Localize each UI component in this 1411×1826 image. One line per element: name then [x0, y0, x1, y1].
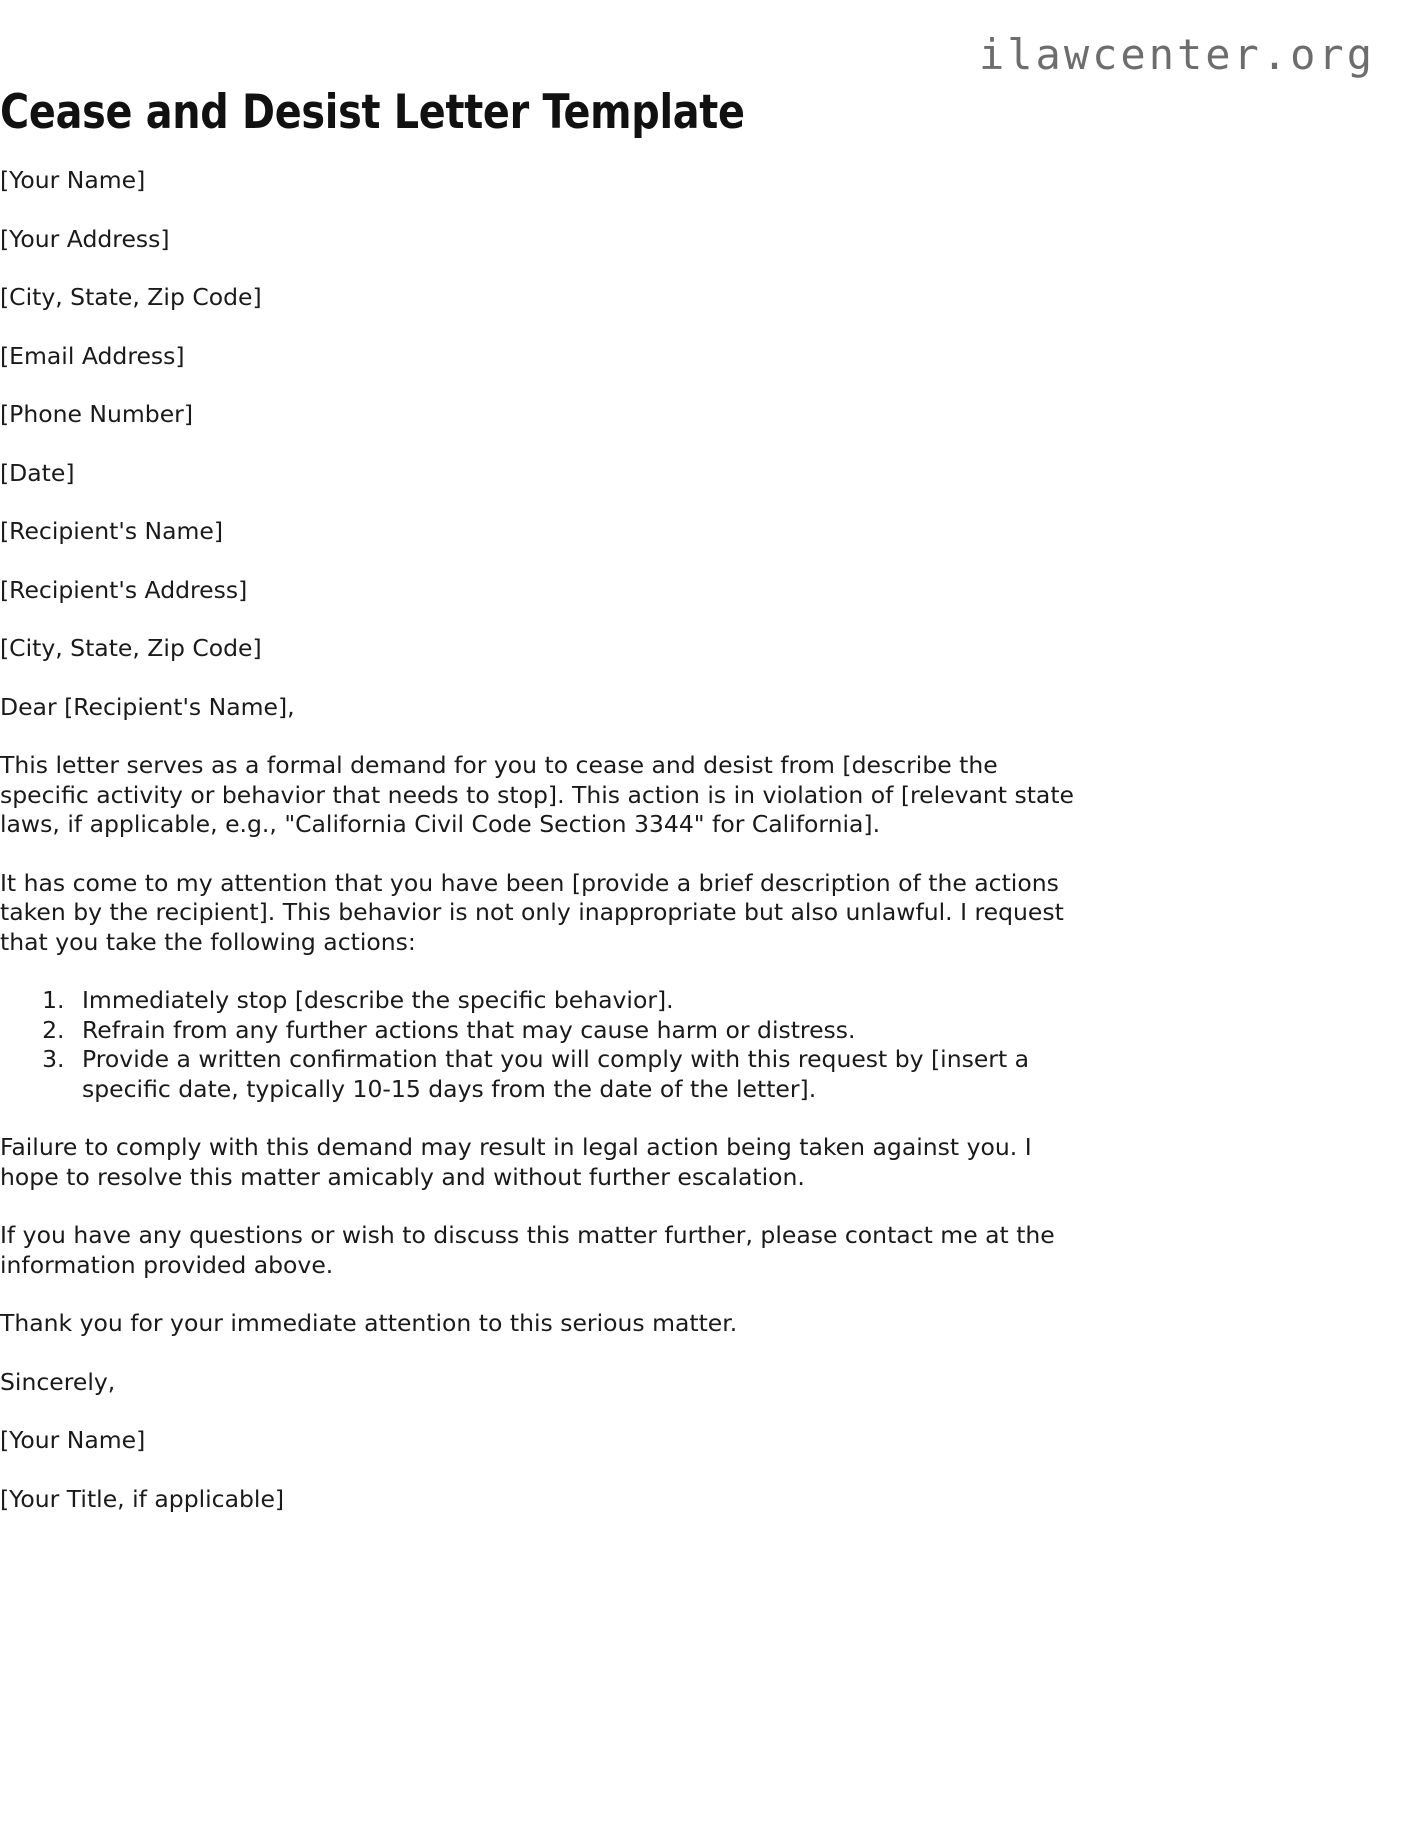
- sender-address: [Your Address]: [0, 224, 170, 253]
- closing: Sincerely,: [0, 1367, 116, 1396]
- list-item: 3. Provide a written confirmation that you will comply with this request by [insert a specific date, typically 10-15 days from the date of the letter].: [72, 1045, 1085, 1104]
- page-title: Cease and Desist Letter Template: [0, 85, 745, 140]
- letter-body: [0, 166, 1085, 1543]
- list-item: 1. Immediately stop [describe the specific behavior].: [72, 986, 1085, 1016]
- letter-date: [Date]: [0, 458, 75, 487]
- paragraph-thank-you: Thank you for your immediate attention to this serious matter.: [0, 1309, 738, 1337]
- sender-city-state-zip: [City, State, Zip Code]: [0, 283, 262, 311]
- recipient-city-state-zip: [City, State, Zip Code]: [0, 634, 262, 662]
- recipient-address: [Recipient's Address]: [0, 575, 248, 604]
- salutation: Dear [Recipient's Name],: [0, 692, 295, 721]
- site-watermark: ilawcenter.org: [978, 30, 1375, 79]
- paragraph-questions: If you have any questions or wish to discuss this matter further, please contact me at the information provided above.: [0, 1221, 1055, 1279]
- sender-name: [Your Name]: [0, 166, 146, 194]
- paragraph-failure-to-comply: Failure to comply with this demand may result in legal action being taken against you. I hope to resolve this matter amicably and without further escalation.: [0, 1133, 1032, 1191]
- paragraph-attention: It has come to my attention that you have been [provide a brief description of the actions taken by the recipient]. This behavior is not only inappropriate but also unlawful. I request that you take the following actions:: [0, 868, 1064, 956]
- paragraph-demand: This letter serves as a formal demand for you to cease and desist from [describe the specific activity or behavior that needs to stop]. This action is in violation of [relevant state laws, if applicable, e.g., "California Civil Code Section 3344" for California].: [0, 751, 1074, 838]
- sender-phone: [Phone Number]: [0, 400, 194, 428]
- recipient-name: [Recipient's Name]: [0, 517, 224, 545]
- signature-title: [Your Title, if applicable]: [0, 1484, 285, 1513]
- signature-name: [Your Name]: [0, 1426, 146, 1454]
- list-item: 2. Refrain from any further actions that may cause harm or distress.: [72, 1016, 1085, 1046]
- requested-actions-list: [0, 986, 1085, 1104]
- sender-email: [Email Address]: [0, 341, 185, 370]
